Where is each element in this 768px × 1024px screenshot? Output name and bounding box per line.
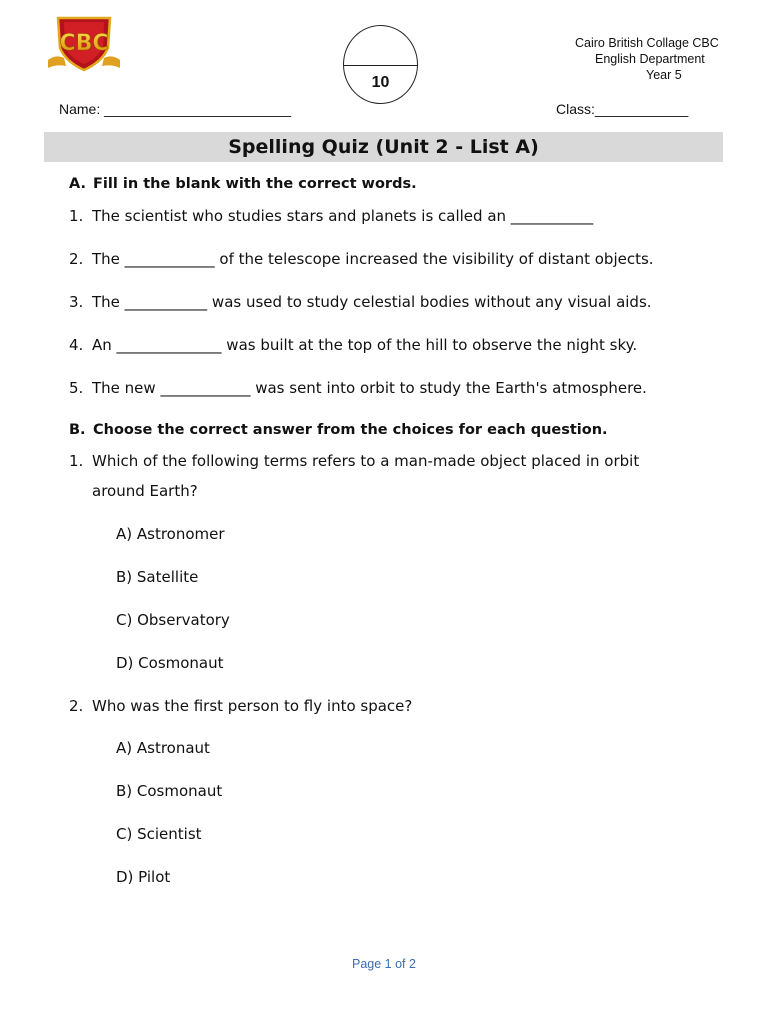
school-year: Year 5 <box>646 68 682 82</box>
section-b-heading <box>69 422 608 438</box>
class-field[interactable]: Class:____________ <box>556 101 689 117</box>
question-a-3 <box>69 293 729 313</box>
option-b2-b[interactable]: B) Cosmonaut <box>116 782 223 800</box>
question-a-5 <box>69 379 729 399</box>
page-number: Page 1 of 2 <box>352 957 416 971</box>
section-a-title: Fill in the blank with the correct words. <box>93 176 417 192</box>
option-b1-d[interactable]: D) Cosmonaut <box>116 654 224 672</box>
section-b-title: Choose the correct answer from the choices for each question. <box>93 422 608 438</box>
question-text: The ___________ was used to study celestial bodies without any visual aids. <box>92 293 652 311</box>
question-b-1 <box>69 452 729 502</box>
question-text: An ______________ was built at the top of the hill to observe the night sky. <box>92 336 638 354</box>
score-total: 10 <box>371 74 390 91</box>
section-a-letter: A. <box>69 176 86 192</box>
question-b-2 <box>69 697 729 717</box>
question-number: 1. <box>69 207 84 225</box>
question-a-4 <box>69 336 729 356</box>
question-text: Who was the first person to fly into space? <box>92 697 413 715</box>
question-number: 1. <box>69 452 84 470</box>
option-b1-c[interactable]: C) Observatory <box>116 611 230 629</box>
question-number: 2. <box>69 697 84 715</box>
score-circle <box>343 25 418 104</box>
option-b1-b[interactable]: B) Satellite <box>116 568 199 586</box>
question-text-line2: around Earth? <box>92 482 198 500</box>
option-b2-a[interactable]: A) Astronaut <box>116 739 210 757</box>
question-text: The ____________ of the telescope increased the visibility of distant objects. <box>92 250 654 268</box>
logo-text: CBC <box>59 31 109 56</box>
option-b2-d[interactable]: D) Pilot <box>116 868 171 886</box>
question-text: The scientist who studies stars and planets is called an ___________ <box>92 207 594 225</box>
school-logo <box>44 14 124 72</box>
question-a-2 <box>69 250 729 270</box>
question-text-line1: Which of the following terms refers to a man-made object placed in orbit <box>92 452 640 470</box>
score-divider <box>344 65 417 66</box>
question-number: 4. <box>69 336 84 354</box>
question-a-1 <box>69 207 729 227</box>
section-b-letter: B. <box>69 422 86 438</box>
question-number: 5. <box>69 379 84 397</box>
school-department: English Department <box>595 52 705 66</box>
question-number: 3. <box>69 293 84 311</box>
section-a-heading <box>69 176 417 192</box>
question-text: The new ____________ was sent into orbit to study the Earth's atmosphere. <box>92 379 647 397</box>
title-bar <box>44 132 723 162</box>
name-field[interactable]: Name: ________________________ <box>59 101 291 117</box>
option-b1-a[interactable]: A) Astronomer <box>116 525 225 543</box>
school-name: Cairo British Collage CBC <box>575 36 719 50</box>
question-number: 2. <box>69 250 84 268</box>
option-b2-c[interactable]: C) Scientist <box>116 825 202 843</box>
page-title: Spelling Quiz (Unit 2 - List A) <box>228 136 539 158</box>
